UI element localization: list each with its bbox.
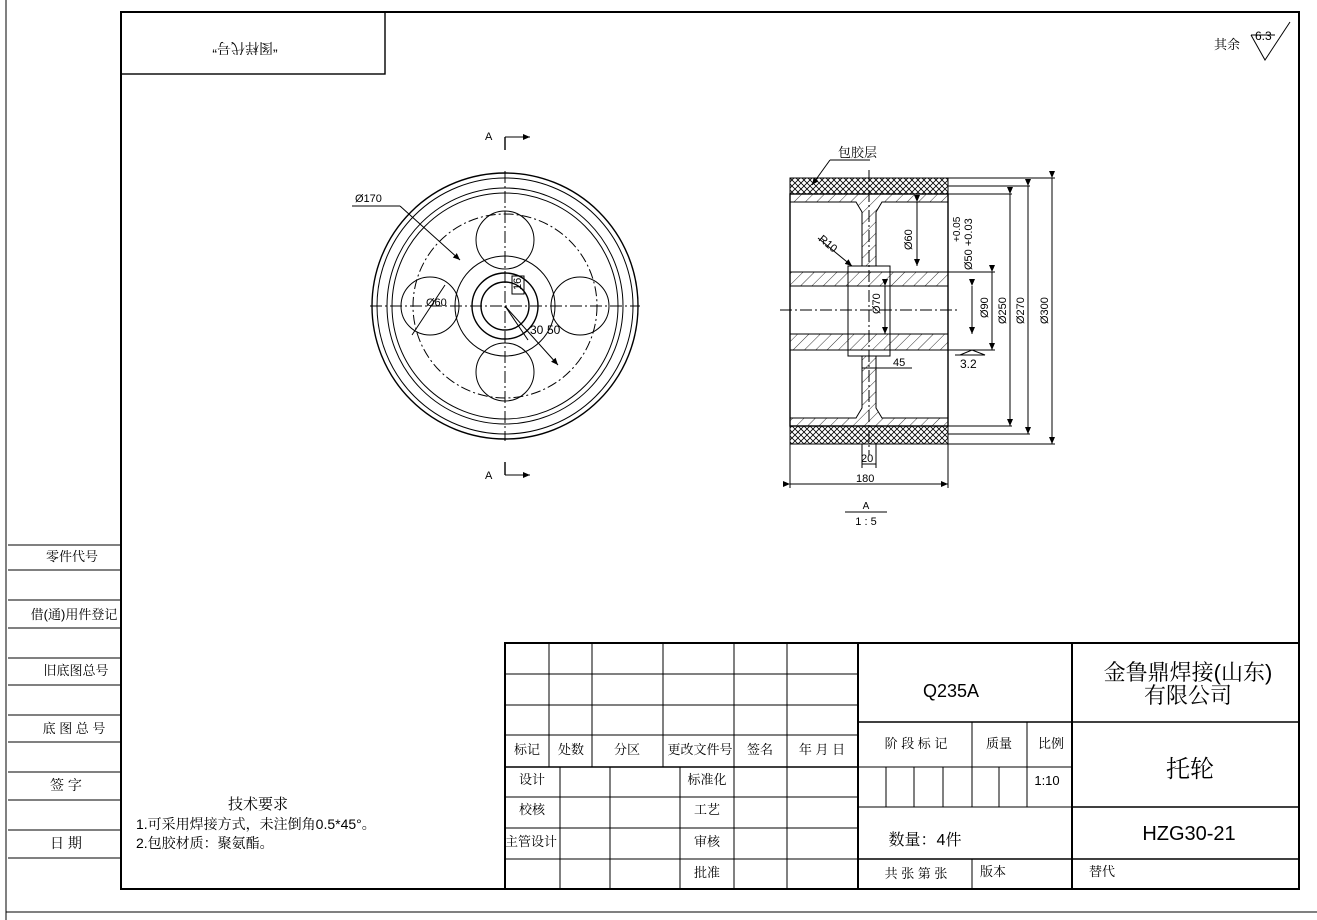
rev-header-sign: 签名 <box>746 742 774 757</box>
side-dim-w45: 45 <box>893 357 906 369</box>
strip-date: 日 期 <box>50 835 82 851</box>
scale-value: 1:10 <box>1034 773 1060 788</box>
front-dim-w16: 16 <box>512 277 524 290</box>
side-ra32: 3.2 <box>960 357 977 371</box>
sheet-count: 共 张 第 张 <box>884 866 948 881</box>
side-dim-d270: Ø270 <box>1015 297 1027 324</box>
role-check: 校核 <box>518 802 546 817</box>
side-dim-d70: Ø70 <box>871 293 883 314</box>
front-dim-d50: 50 <box>547 323 561 337</box>
role-design: 设计 <box>518 772 546 787</box>
tech-req-line-1: 1.可采用焊接方式，未注倒角0.5*45°。 <box>136 816 376 832</box>
role-chief-design: 主管设计 <box>504 834 558 849</box>
front-view <box>352 171 640 441</box>
strip-old-base-no: 旧底图总号 <box>43 663 109 678</box>
rev-header-count: 处数 <box>557 742 585 757</box>
mass-label: 质量 <box>985 736 1013 751</box>
section-mark-bottom: A <box>485 470 493 482</box>
side-dim-tol-upper: +0.05 <box>952 216 963 242</box>
part-name: 托轮 <box>1166 756 1214 783</box>
strip-part-code: 零件代号 <box>45 549 99 564</box>
scale-label: 比例 <box>1037 736 1065 751</box>
rev-header-zone: 分区 <box>613 742 641 757</box>
tech-req-line-2: 2.包胶材质：聚氨酯。 <box>136 835 274 851</box>
strip-signature: 签 字 <box>50 777 82 793</box>
rev-header-mark: 标记 <box>513 742 541 757</box>
view-label-name: A <box>862 501 870 512</box>
role-review: 审核 <box>693 834 721 849</box>
side-dim-d60: Ø60 <box>903 229 915 250</box>
side-dim-w180: 180 <box>856 473 875 485</box>
rev-header-date: 年 月 日 <box>798 742 846 757</box>
coating-label: 包胶层 <box>838 145 878 160</box>
role-process: 工艺 <box>693 802 721 817</box>
quantity: 数量：4件 <box>888 832 962 849</box>
left-strip <box>8 545 121 858</box>
front-dim-d30: 30 <box>530 323 544 337</box>
role-standardization: 标准化 <box>687 772 727 787</box>
tech-req-title: 技术要求 <box>227 796 289 813</box>
front-dim-d170: Ø170 <box>355 193 382 205</box>
company-line-1: 金鲁鼎焊接(山东) <box>1103 660 1273 685</box>
side-dim-d300: Ø300 <box>1039 297 1051 324</box>
stage-label: 阶 段 标 记 <box>884 736 948 751</box>
stamp-text: “图样代号” <box>212 40 278 56</box>
side-dim-d90: Ø90 <box>979 297 991 318</box>
side-view <box>780 160 1055 488</box>
roughness-label: 其余 <box>1214 37 1241 52</box>
strip-borrow-register: 借(通)用件登记 <box>30 607 118 622</box>
version-label: 版本 <box>979 864 1007 879</box>
front-dim-d60: Ø60 <box>426 297 447 309</box>
role-approve: 批准 <box>693 865 721 880</box>
drawing-frame <box>121 12 1299 889</box>
replace-label: 替代 <box>1088 864 1116 879</box>
roughness-value: 6.3 <box>1255 29 1272 43</box>
roughness-mark <box>1214 22 1290 60</box>
view-label-scale: 1 : 5 <box>855 516 877 528</box>
side-dim-d50-tol: Ø50 +0.03 <box>963 218 975 270</box>
strip-base-no: 底 图 总 号 <box>42 721 106 736</box>
company-line-2: 有限公司 <box>1143 683 1233 708</box>
side-dim-d250: Ø250 <box>997 297 1009 324</box>
drawing-number: HZG30-21 <box>1142 823 1236 845</box>
side-dim-r10: R10 <box>816 233 840 256</box>
material: Q235A <box>922 681 980 701</box>
rev-header-doc-no: 更改文件号 <box>667 742 733 757</box>
section-mark-top: A <box>485 131 493 143</box>
side-dim-w20: 20 <box>861 453 874 465</box>
